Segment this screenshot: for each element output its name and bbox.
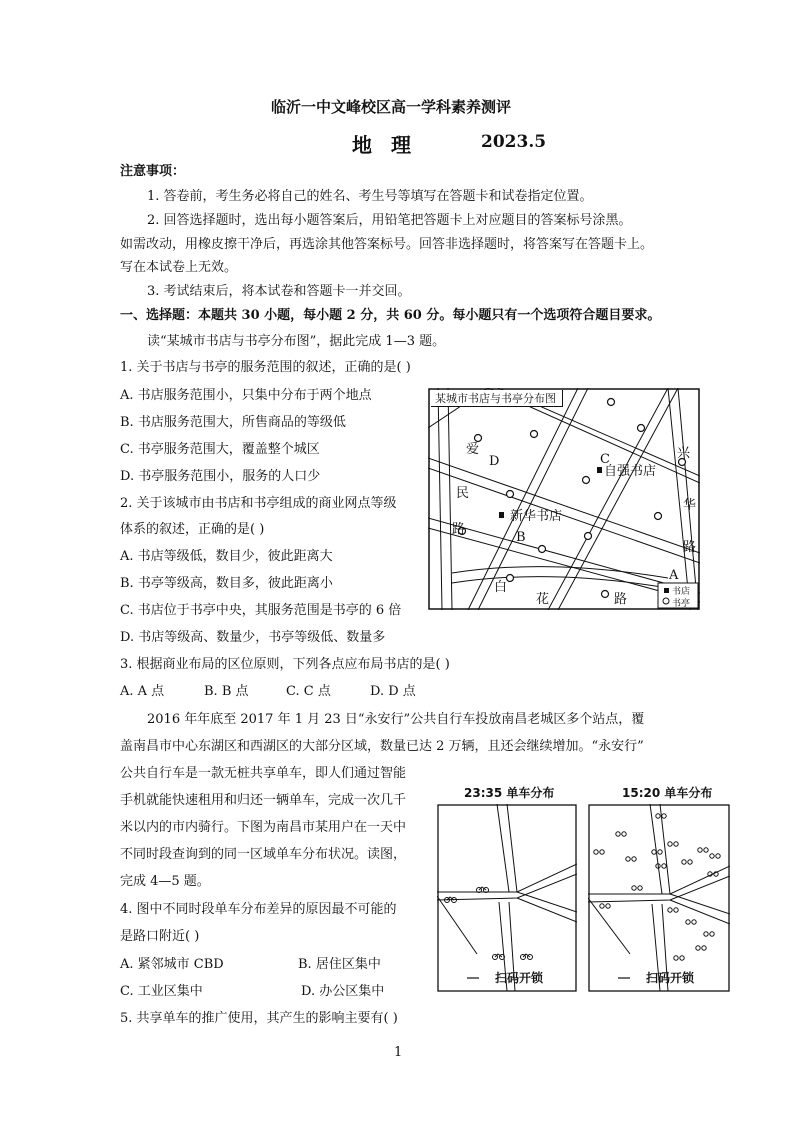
q1-option-c: C. 书亭服务范围大，覆盖整个城区 <box>120 442 320 457</box>
bike-left-legend: 扫码开锁 <box>495 971 544 985</box>
q5-stem: 5. 共享单车的推广使用，其产生的影响主要有( ) <box>120 1011 398 1026</box>
note-2a: 2. 回答选择题时，选出每小题答案后，用铅笔把答题卡上对应题目的答案标号涂黑。 <box>147 213 632 228</box>
passage-line-6: 不同时段查询到的同一区域单车分布状况。读图， <box>120 847 407 862</box>
road-label-lu-1: 路 <box>452 522 466 537</box>
note-3: 3. 考试结束后，将本试卷和答题卡一并交回。 <box>147 284 411 299</box>
bike-map-right <box>588 804 730 992</box>
q2-option-d: D. 书店等级高、数量少，书亭等级低、数量多 <box>120 630 386 645</box>
passage-line-2: 盖南昌市中心东湖区和西湖区的大部分区域，数量已达 2 万辆，且还会继续增加。“永安行” <box>120 739 644 754</box>
passage-line-7: 完成 4—5 题。 <box>120 874 210 889</box>
section-intro: 读“某城市书店与书亭分布图”，据此完成 1—3 题。 <box>147 334 446 349</box>
q3-stem: 3. 根据商业布局的区位原则，下列各点应布局书店的是( ) <box>120 657 450 672</box>
exam-school-title: 临沂一中文峰校区高一学科素养测评 <box>271 98 512 116</box>
map-title: 某城市书店与书亭分布图 <box>431 390 563 407</box>
point-a-label: A <box>669 568 679 583</box>
road-label-lu-3: 路 <box>683 540 697 555</box>
section-heading: 一、选择题：本题共 30 小题，每小题 2 分，共 60 分。每小题只有一个选项符合题目要求。 <box>120 308 661 323</box>
bike-map-left <box>437 804 577 992</box>
road-label-hua-2: 华 <box>683 498 697 513</box>
bike-map-left-svg <box>437 804 577 992</box>
road-label-min: 民 <box>456 486 470 501</box>
road-label-hua: 花 <box>536 592 550 607</box>
note-2b: 如需改动，用橡皮擦干净后，再选涂其他答案标号。回答非选择题时，将答案写在答题卡上。 <box>120 237 654 252</box>
road-label-ai: 爱 <box>466 442 480 457</box>
note-2c: 写在本试卷上无效。 <box>120 260 238 275</box>
legend-kiosk-label: 书亭 <box>672 599 691 609</box>
notes-title: 注意事项： <box>120 164 186 179</box>
q1-option-d: D. 书亭服务范围小，服务的人口少 <box>120 469 321 484</box>
q3-option-a: A. A 点 <box>120 684 165 699</box>
q1-option-a: A. 书店服务范围小，只集中分布于两个地点 <box>120 388 372 403</box>
road-label-bai: 白 <box>494 580 508 595</box>
q2-stem-1: 2. 关于该城市由书店和书亭组成的商业网点等级 <box>120 496 397 511</box>
passage-line-1: 2016 年年底至 2017 年 1 月 23 日“永安行”公共自行车投放南昌老城区多个站点，覆 <box>147 712 645 727</box>
road-label-lu-2: 路 <box>614 592 628 607</box>
point-d-label: D <box>489 454 500 469</box>
q3-option-c: C. C 点 <box>286 684 331 699</box>
q2-option-c: C. 书店位于书亭中央，其服务范围是书亭的 6 倍 <box>120 603 402 618</box>
q4-option-c: C. 工业区集中 <box>120 984 203 999</box>
q2-stem-2: 体系的叙述，正确的是( ) <box>120 522 265 537</box>
bike-right-legend: 扫码开锁 <box>646 971 695 985</box>
q4-stem-1: 4. 图中不同时段单车分布差异的原因最不可能的 <box>120 902 397 917</box>
exam-date: 2023.5 <box>481 132 547 152</box>
q2-option-a: A. 书店等级低，数目少，彼此距离大 <box>120 549 333 564</box>
page-number: 1 <box>394 1045 403 1060</box>
q2-option-b: B. 书亭等级高，数目多，彼此距离小 <box>120 576 333 591</box>
passage-line-5: 米以内的市内骑行。下图为南昌市某用户在一天中 <box>120 820 407 835</box>
road-label-xing: 兴 <box>677 446 691 461</box>
store-xinhua-label: 新华书店 <box>510 509 563 524</box>
note-1: 1. 答卷前，考生务必将自己的姓名、考生号等填写在答题卡和试卷指定位置。 <box>147 189 593 204</box>
point-c-label: C <box>600 452 610 467</box>
exam-subject: 地 理 <box>352 133 417 157</box>
q3-option-d: D. D 点 <box>370 684 416 699</box>
q4-option-b: B. 居住区集中 <box>298 957 381 972</box>
q1-option-b: B. 书店服务范围大，所售商品的等级低 <box>120 415 346 430</box>
q1-stem: 1. 关于书店与书亭的服务范围的叙述，正确的是( ) <box>120 360 411 375</box>
q4-option-a: A. 紧邻城市 CBD <box>120 957 224 972</box>
bike-map-right-svg <box>588 804 730 992</box>
passage-line-3: 公共自行车是一款无桩共享单车，即人们通过智能 <box>120 766 407 781</box>
legend-store-label: 书店 <box>672 587 691 597</box>
point-b-label: B <box>516 530 526 545</box>
q4-option-d: D. 办公区集中 <box>301 984 385 999</box>
q4-stem-2: 是路口附近( ) <box>120 929 200 944</box>
bike-left-title: 23:35 单车分布 <box>464 786 555 800</box>
passage-line-4: 手机就能快速租用和归还一辆单车，完成一次几千 <box>120 793 407 808</box>
store-ziqiang-label: 自强书店 <box>604 464 657 479</box>
q3-option-b: B. B 点 <box>204 684 249 699</box>
bike-right-title: 15:20 单车分布 <box>622 786 713 800</box>
bookstore-map <box>428 388 700 610</box>
